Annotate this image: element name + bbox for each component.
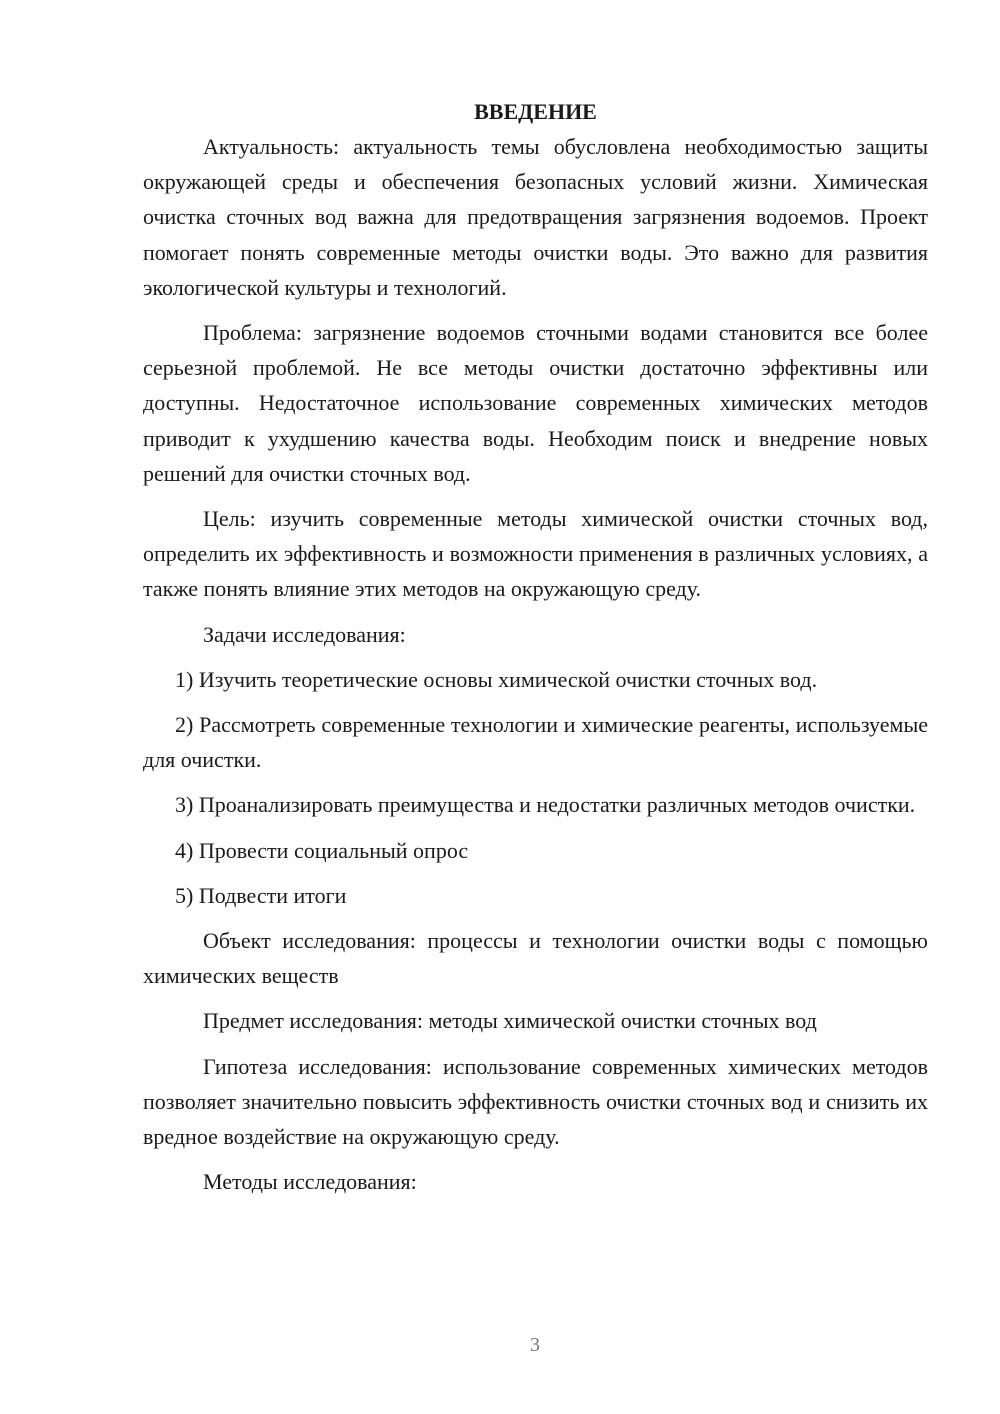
- task-item: 2) Рассмотреть современные технологии и химические реагенты, используемые для очистки.: [143, 712, 928, 773]
- paragraph-subject: Предмет исследования: методы химической очистки сточных вод: [203, 1008, 817, 1034]
- paragraph-problem: Проблема: загрязнение водоемов сточными водами становится все более серьезной проблемой. Не все методы очистки достаточно эффективны или доступны. Недостаточное использование современных химических методов приводит к ухудшению качества воды. Необходим поиск и внедрение новых решений для очистки сточных вод.: [143, 320, 928, 486]
- task-item: 1) Изучить теоретические основы химической очистки сточных вод.: [175, 666, 818, 692]
- page-number: 3: [530, 1334, 540, 1356]
- task-item: 4) Провести социальный опрос: [175, 837, 469, 863]
- paragraph-hypothesis: Гипотеза исследования: использование современных химических методов позволяет значительно повысить эффективность очистки сточных вод и снизить их вредное воздействие на окружающую среду.: [143, 1053, 928, 1150]
- task-item: 5) Подвести итоги: [175, 882, 347, 908]
- paragraph-tasks-heading: Задачи исследования:: [203, 621, 406, 647]
- paragraph-methods: Методы исследования:: [203, 1169, 417, 1195]
- document-page: [143, 94, 928, 1199]
- paragraph-object: Объект исследования: процессы и технологии очистки воды с помощью химических веществ: [143, 928, 928, 989]
- paragraph-goal: Цель: изучить современные методы химической очистки сточных вод, определить их эффективность и возможности применения в различных условиях, а также понять влияние этих методов на окружающую среду.: [143, 506, 928, 602]
- task-item: 3) Проанализировать преимущества и недостатки различных методов очистки.: [175, 792, 916, 818]
- paragraph-relevance: Актуальность: актуальность темы обусловлена необходимостью защиты окружающей среды и обеспечения безопасных условий жизни. Химическая очистка сточных вод важна для предотвращения загрязнения водоемов. Проект помогает понять современные методы очистки воды. Это важно для развития экологической культуры и технологий.: [143, 134, 928, 300]
- page-title: ВВЕДЕНИЕ: [474, 99, 597, 124]
